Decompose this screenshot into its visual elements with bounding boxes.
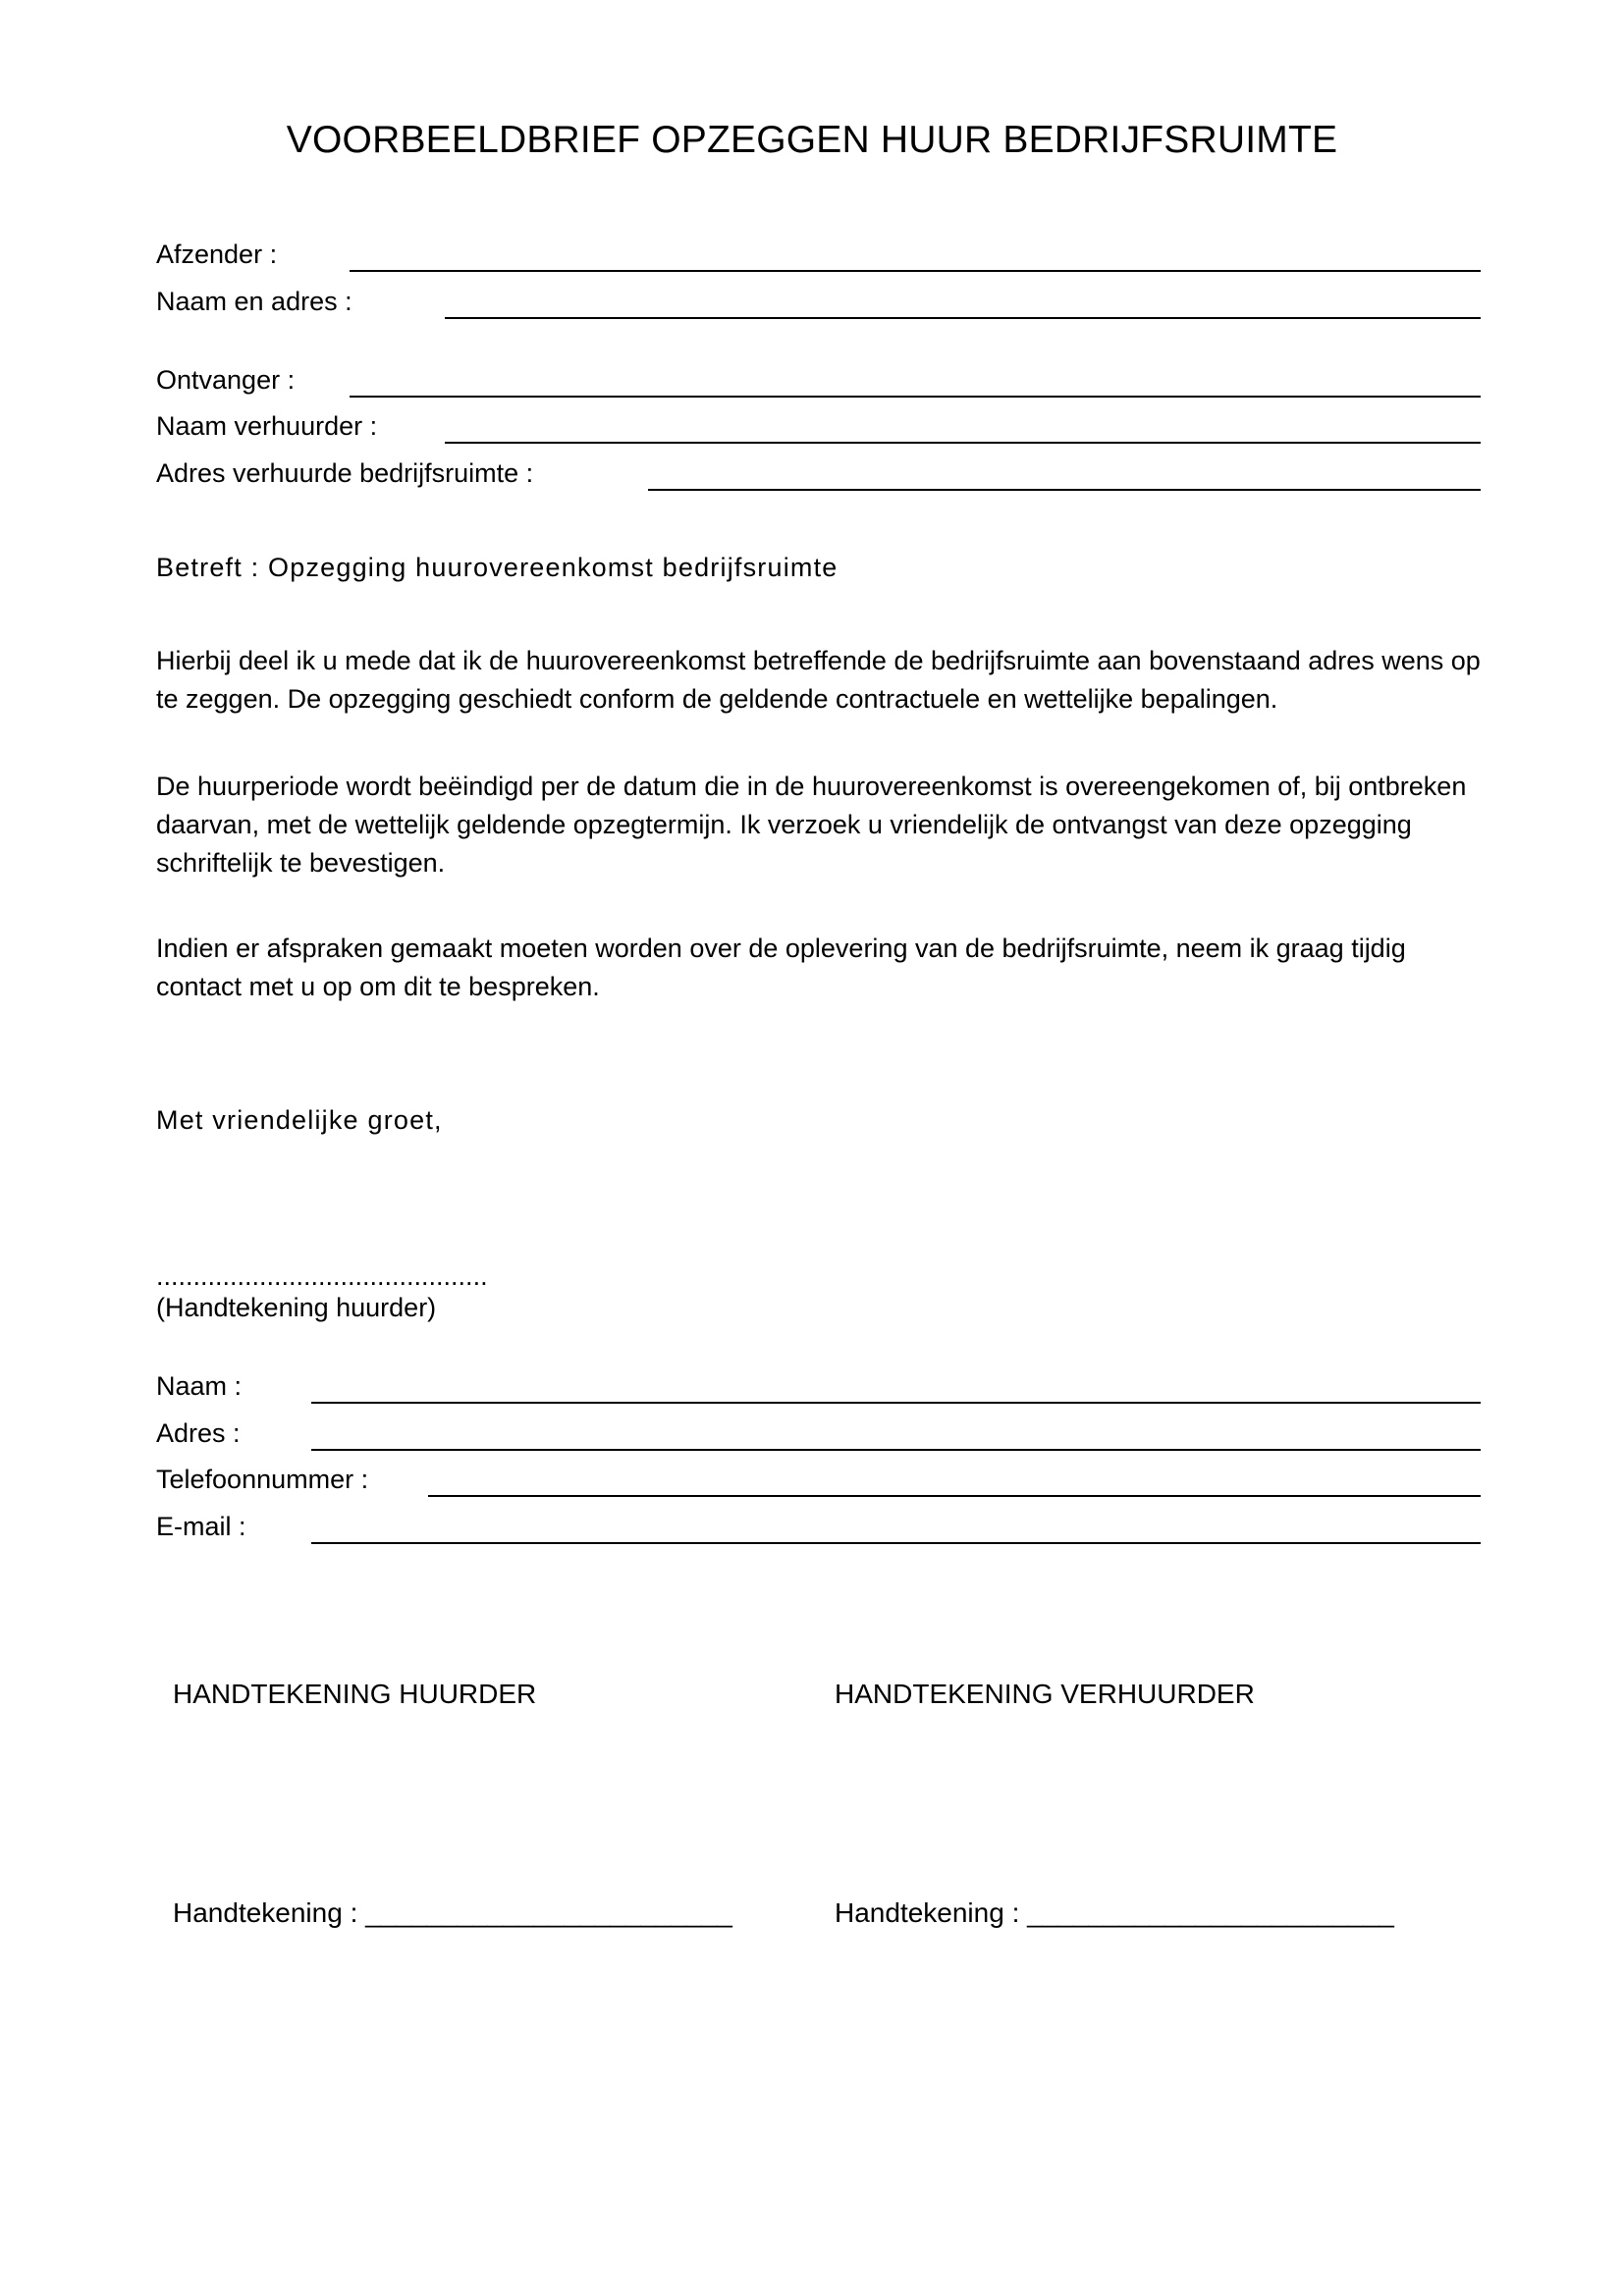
naam-adres-label: Naam en adres : — [156, 287, 352, 316]
landlord-signature-line[interactable]: Handtekening : ________________________ — [835, 1897, 1394, 1928]
ontvanger-field[interactable] — [350, 396, 1481, 398]
ontvanger-label: Ontvanger : — [156, 365, 296, 395]
adres-bedrijfsruimte-label: Adres verhuurde bedrijfsruimte : — [156, 458, 534, 488]
signature-dots: ............................................. — [156, 1261, 488, 1291]
naam-label: Naam : — [156, 1371, 243, 1401]
signature-caption: (Handtekening huurder) — [156, 1293, 437, 1322]
naam-field[interactable] — [311, 1402, 1481, 1404]
afzender-field[interactable] — [350, 270, 1481, 272]
naam-adres-field[interactable] — [445, 317, 1481, 319]
email-label: E-mail : — [156, 1512, 246, 1541]
adres-bedrijfsruimte-field[interactable] — [648, 489, 1481, 491]
closing-greeting: Met vriendelijke groet, — [156, 1105, 443, 1135]
tenant-signature-heading: HANDTEKENING HUURDER — [173, 1679, 537, 1709]
telefoonnummer-field[interactable] — [428, 1495, 1481, 1497]
body-paragraph-1: Hierbij deel ik u mede dat ik de huurovereenkomst betreffende de bedrijfsruimte aan bovenstaand adres wens op te zeggen. De opzegging geschiedt conform de geldende contractuele en wettelijke bepalingen. — [156, 646, 1481, 714]
telefoonnummer-label: Telefoonnummer : — [156, 1465, 369, 1494]
afzender-label: Afzender : — [156, 240, 278, 269]
adres-label: Adres : — [156, 1418, 241, 1448]
email-field[interactable] — [311, 1542, 1481, 1544]
naam-verhuurder-field[interactable] — [445, 442, 1481, 444]
body-paragraph-3: Indien er afspraken gemaakt moeten worden over de oplevering van de bedrijfsruimte, neem ik graag tijdig contact met u op om dit te bespreken. — [156, 934, 1406, 1001]
subject-line: Betreft : Opzegging huurovereenkomst bedrijfsruimte — [156, 553, 839, 582]
document-title: VOORBEELDBRIEF OPZEGGEN HUUR BEDRIJFSRUIMTE — [286, 119, 1338, 161]
landlord-signature-heading: HANDTEKENING VERHUURDER — [835, 1679, 1255, 1709]
naam-verhuurder-label: Naam verhuurder : — [156, 411, 378, 441]
adres-field[interactable] — [311, 1449, 1481, 1451]
tenant-signature-line[interactable]: Handtekening : ________________________ — [173, 1897, 732, 1928]
body-paragraph-2: De huurperiode wordt beëindigd per de datum die in de huurovereenkomst is overeengekomen of, bij ontbreken daarvan, met de wettelijk geldende opzegtermijn. Ik verzoek u vriendelijk de ontvangst van deze opzegging schriftelijk te bevestigen. — [156, 772, 1467, 878]
